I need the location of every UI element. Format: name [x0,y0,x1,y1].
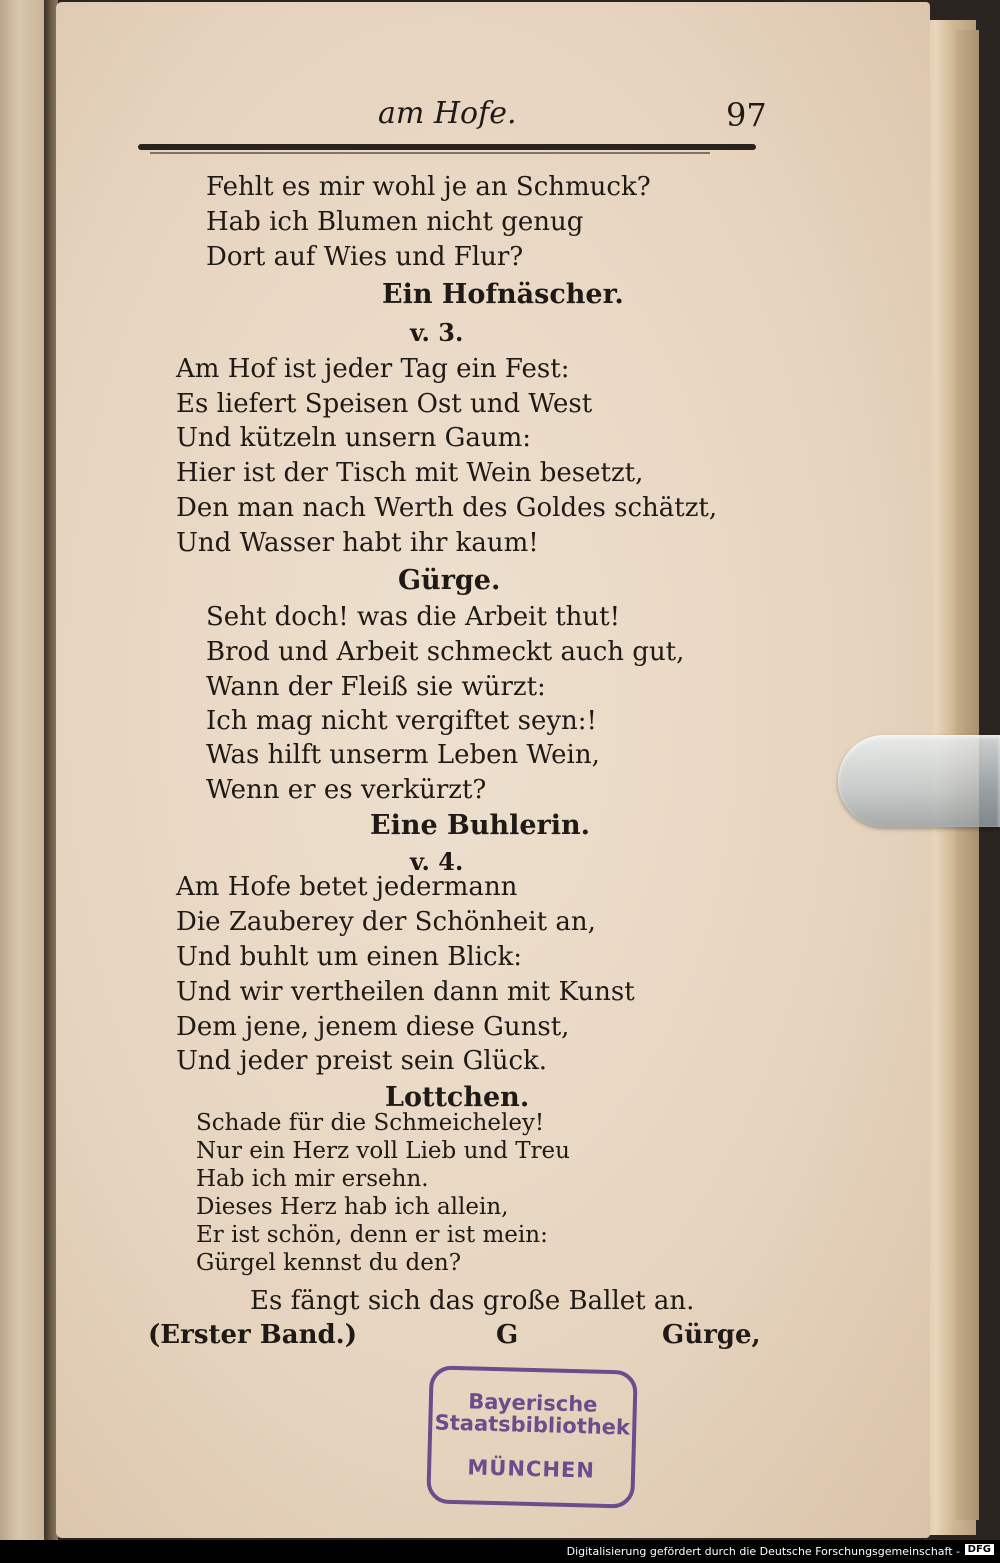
left-page-edge [0,0,46,1540]
catchword: Gürge, [662,1320,761,1350]
page-clip [838,735,1000,827]
verse-line: Und kützeln unsern Gaum: [176,423,532,453]
stamp-line-1: Bayerische [468,1389,598,1417]
stage-direction: Es fängt sich das große Ballet an. [250,1286,695,1316]
verse-line: Brod und Arbeit schmeckt auch gut, [206,637,685,667]
verse-line: Schade für die Schmeicheley! [196,1110,545,1136]
stamp-line-3: MÜNCHEN [467,1455,596,1483]
dfg-logo: DFG [965,1544,994,1555]
verse-line: Nur ein Herz voll Lieb und Treu [196,1138,570,1164]
verse-line: Und wir vertheilen dann mit Kunst [176,977,635,1007]
volume-marker: (Erster Band.) [148,1320,358,1350]
verse-line: Hier ist der Tisch mit Wein besetzt, [176,458,644,488]
verse-line: Er ist schön, denn er ist mein: [196,1222,548,1248]
digitization-credit: Digitalisierung gefördert durch die Deutsche Forschungsgemeinschaft - [566,1545,960,1558]
library-stamp [426,1365,638,1508]
stamp-line-2: Staatsbibliothek [434,1410,631,1440]
verse-line: Und buhlt um einen Blick: [176,942,523,972]
verse-number: v. 3. [410,318,464,347]
verse-line: Und Wasser habt ihr kaum! [176,528,539,558]
verse-line: Hab ich Blumen nicht genug [206,207,584,237]
verse-line: Gürgel kennst du den? [196,1250,462,1276]
verse-line: Am Hof ist jeder Tag ein Fest: [176,354,570,384]
signature-mark: G [496,1320,519,1350]
verse-line: Dort auf Wies und Flur? [206,242,524,272]
verse-line: Ich mag nicht vergiftet seyn:! [206,706,597,736]
verse-number: v. 4. [410,847,464,876]
verse-line: Am Hofe betet jedermann [176,872,518,902]
page-number: 97 [726,96,767,134]
header-rule [138,144,756,150]
verse-line: Die Zauberey der Schönheit an, [176,907,596,937]
verse-line: Dem jene, jenem diese Gunst, [176,1012,570,1042]
verse-line: Hab ich mir ersehn. [196,1166,429,1192]
verse-line: Dieses Herz hab ich allein, [196,1194,509,1220]
verse-line: Es liefert Speisen Ost und West [176,389,593,419]
speaker-name: Eine Buhlerin. [370,810,591,841]
speaker-name: Lottchen. [385,1082,530,1113]
running-head: am Hofe. [378,96,517,131]
verse-line: Wenn er es verkürzt? [206,775,487,805]
verse-line: Was hilft unserm Leben Wein, [206,740,600,770]
header-rule-thin [150,152,710,154]
verse-line: Wann der Fleiß sie würzt: [206,672,546,702]
verse-line: Fehlt es mir wohl je an Schmuck? [206,172,651,202]
verse-line: Seht doch! was die Arbeit thut! [206,602,621,632]
verse-line: Den man nach Werth des Goldes schätzt, [176,493,718,523]
speaker-name: Gürge. [398,565,501,596]
verse-line: Und jeder preist sein Glück. [176,1046,548,1076]
speaker-name: Ein Hofnäscher. [382,279,624,310]
